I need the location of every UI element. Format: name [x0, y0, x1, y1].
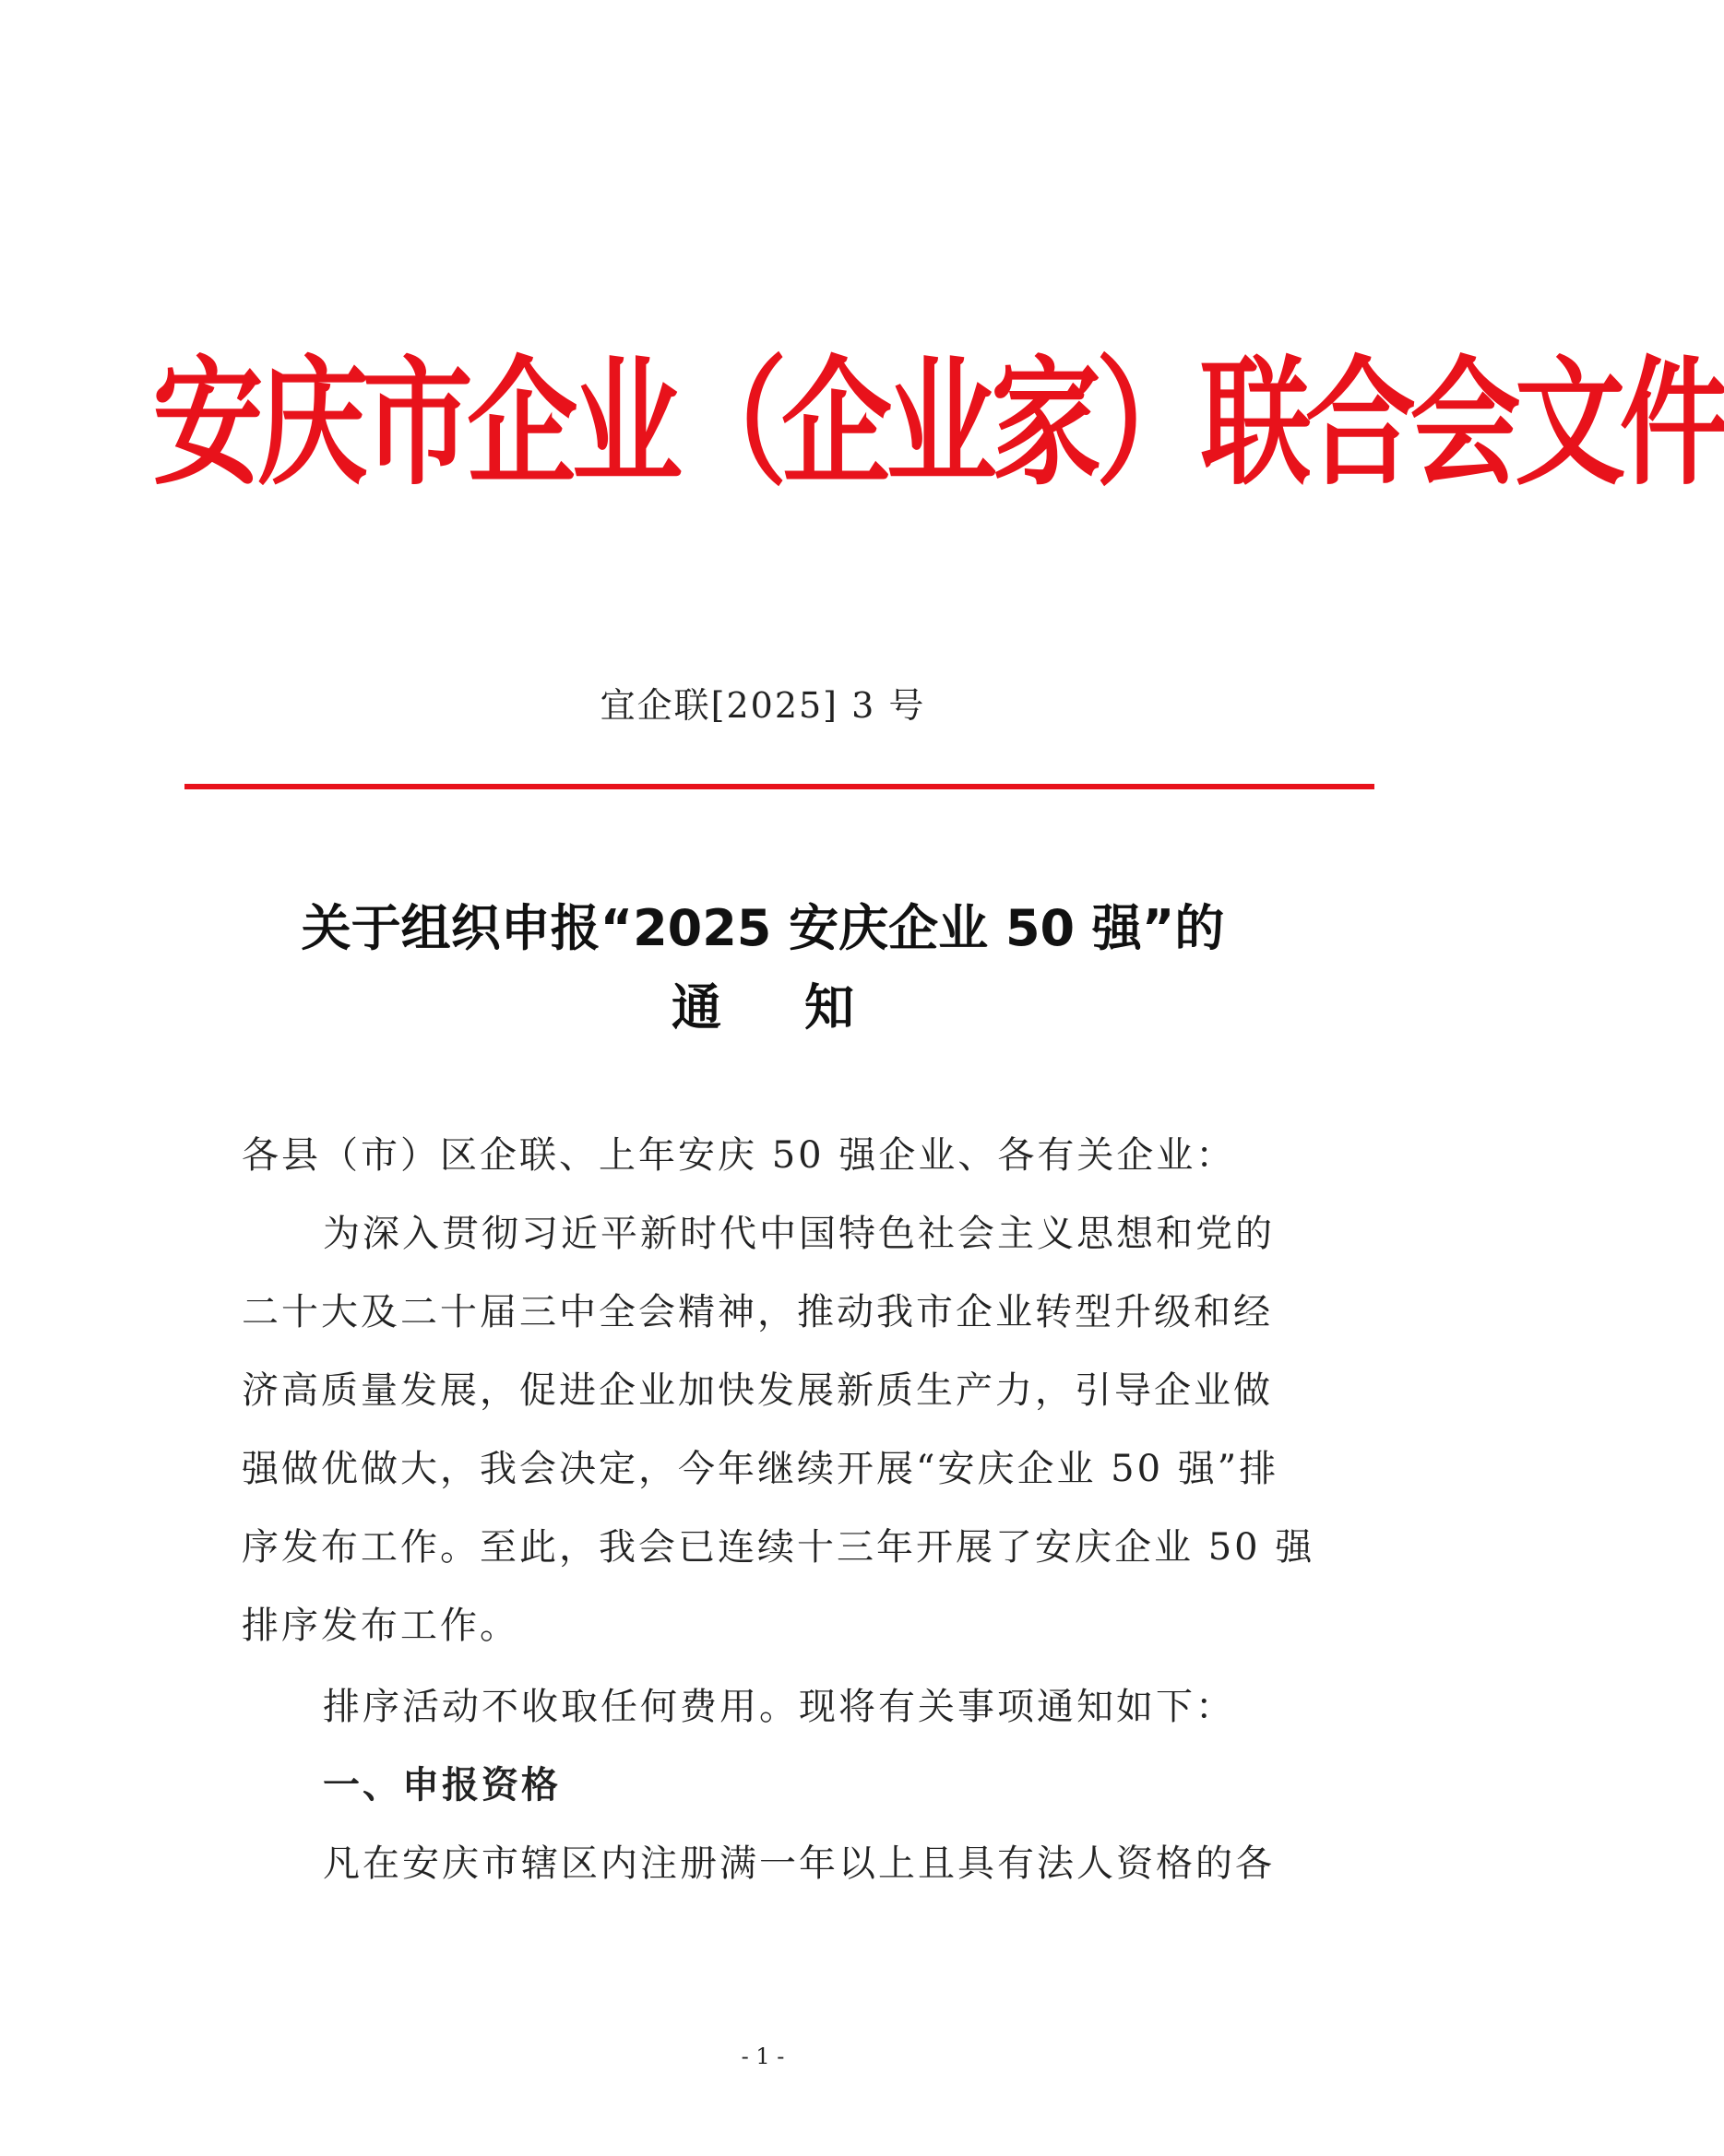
notice-title-line-2: 通知	[672, 978, 937, 1037]
paragraph-1-line: 二十大及二十届三中全会精神，推动我市企业转型升级和经	[242, 1291, 1273, 1333]
paragraph-1-line: 序发布工作。至此，我会已连续十三年开展了安庆企业 50 强	[242, 1526, 1315, 1569]
page-number: - 1 -	[741, 2043, 785, 2069]
red-separator-line	[184, 784, 1374, 789]
paragraph-1-line: 强做优做大，我会决定，今年继续开展“安庆企业 50 强”排	[242, 1448, 1279, 1490]
paragraph-2: 排序活动不收取任何费用。现将有关事项通知如下：	[323, 1686, 1235, 1728]
document-issuer-header: 安庆市企业（企业家）联合会文件	[152, 344, 1724, 504]
paragraph-1-line: 济高质量发展，促进企业加快发展新质生产力，引导企业做	[242, 1369, 1273, 1412]
document-number: 宜企联[2025] 3 号	[600, 685, 926, 726]
salutation: 各县（市）区企联、上年安庆 50 强企业、各有关企业：	[242, 1134, 1236, 1177]
section-1-text: 凡在安庆市辖区内注册满一年以上且具有法人资格的各	[323, 1842, 1275, 1885]
section-1-heading: 一、申报资格	[323, 1764, 561, 1807]
paragraph-1-line: 排序发布工作。	[242, 1605, 519, 1647]
notice-title-line-1: 关于组织申报“2025 安庆企业 50 强”的	[301, 899, 1225, 957]
paragraph-1-line: 为深入贯彻习近平新时代中国特色社会主义思想和党的	[323, 1213, 1275, 1255]
